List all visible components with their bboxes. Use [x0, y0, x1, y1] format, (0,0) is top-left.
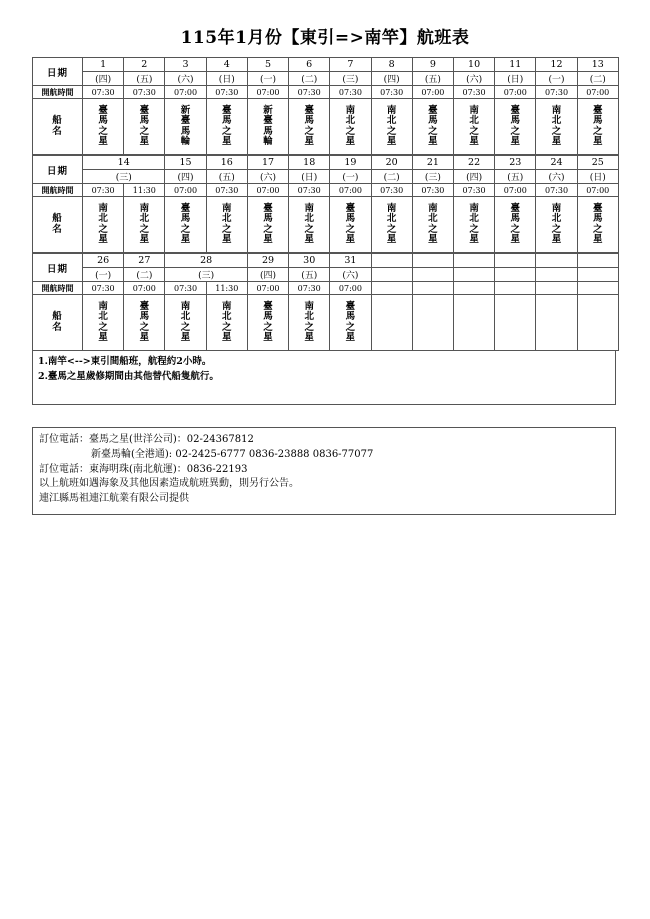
departure-time-cell: 07:00: [495, 184, 536, 197]
departure-time-cell: 07:30: [536, 86, 577, 99]
weekday-cell: (二): [577, 72, 618, 86]
contact-line-new-taima-ferry: 新臺馬輪(全港通): 02-2425-6777 0836-23888 0836-77077: [91, 448, 374, 460]
ship-name-label: 臺 馬 之 星: [263, 301, 273, 343]
empty-cell: [577, 268, 618, 282]
ship-name-label: 臺 馬 之 星: [180, 203, 191, 245]
weekday-cell: (五): [206, 170, 247, 184]
block-3: [32, 253, 619, 351]
ship-name-label: 南 北 之 星: [551, 105, 562, 147]
ship-name-label: 南 北 之 星: [386, 203, 397, 245]
departure-time-cell: 07:30: [330, 86, 371, 99]
empty-cell: [453, 295, 494, 351]
ship-name-label: 臺 馬 之 星: [592, 105, 603, 147]
notes-box: [32, 351, 616, 405]
ship-name-cell: [330, 295, 371, 351]
ship-name-cell: [495, 99, 536, 155]
row-header-date: 日期: [33, 254, 83, 282]
weekday-cell: (三): [412, 170, 453, 184]
ship-name-label: 南 北 之 星: [98, 203, 108, 245]
ship-name-label: 臺 馬 之 星: [345, 301, 356, 343]
ship-name-label: 臺 馬 之 星: [222, 105, 232, 147]
day-number-cell: 22: [453, 156, 494, 170]
weekday-cell: (六): [165, 72, 206, 86]
empty-cell: [536, 282, 577, 295]
departure-time-cell: 07:30: [289, 184, 330, 197]
ship-name-cell: [83, 295, 124, 351]
departure-time-cell: 07:30: [453, 86, 494, 99]
day-number-cell: 9: [412, 58, 453, 72]
weekday-cell: (三): [330, 72, 371, 86]
row-header-date: 日期: [33, 156, 83, 184]
spacer: [32, 405, 618, 427]
weekday-cell: (一): [247, 72, 288, 86]
weekday-cell: (一): [330, 170, 371, 184]
weekday-cell: (一): [83, 268, 124, 282]
departure-time-cell: 07:30: [289, 282, 330, 295]
day-number-cell: 12: [536, 58, 577, 72]
departure-time-cell: 07:00: [247, 184, 288, 197]
day-number-cell: 23: [495, 156, 536, 170]
ship-name-cell: [453, 197, 494, 253]
weekday-cell: (二): [371, 170, 412, 184]
ship-name-cell: [577, 197, 618, 253]
departure-time-cell: 07:30: [289, 86, 330, 99]
weekday-cell: (一): [536, 72, 577, 86]
ship-name-cell: [206, 99, 247, 155]
day-number-cell: 14: [83, 156, 165, 170]
ship-name-cell: [371, 99, 412, 155]
ship-name-cell: [453, 99, 494, 155]
weekday-cell: (日): [577, 170, 618, 184]
contact-line-taima-star: 訂位電話：臺馬之星(世洋公司)：02-24367812: [39, 434, 254, 445]
day-number-cell: 16: [206, 156, 247, 170]
day-number-cell: 10: [453, 58, 494, 72]
ship-name-label: 南 北 之 星: [139, 203, 150, 245]
day-number-cell: 25: [577, 156, 618, 170]
day-number-cell: 17: [247, 156, 288, 170]
departure-time-cell: 07:00: [330, 184, 371, 197]
empty-cell: [536, 254, 577, 268]
departure-time-cell: 11:30: [206, 282, 247, 295]
departure-time-cell: 07:30: [165, 282, 206, 295]
ship-name-label: 南 北 之 星: [180, 301, 191, 343]
day-number-cell: 7: [330, 58, 371, 72]
ship-name-cell: [412, 99, 453, 155]
day-number-cell: 18: [289, 156, 330, 170]
contact-line-notice: 以上航班如遇海象及其他因素造成航班異動，則另行公告。: [39, 478, 299, 490]
weekday-cell: (五): [124, 72, 165, 86]
day-number-cell: 13: [577, 58, 618, 72]
empty-cell: [453, 254, 494, 268]
ship-name-label: 南 北 之 星: [386, 105, 397, 147]
weekday-cell: (四): [247, 268, 288, 282]
contact-line-provider: 連江縣馬祖連江航業有限公司提供: [39, 493, 189, 505]
ship-name-cell: [206, 197, 247, 253]
departure-time-cell: 07:30: [83, 86, 124, 99]
day-number-cell: 8: [371, 58, 412, 72]
weekday-cell: (四): [453, 170, 494, 184]
ship-name-cell: [289, 295, 330, 351]
departure-time-cell: 07:00: [577, 184, 618, 197]
ship-name-label: 新 臺 馬 輪: [180, 105, 191, 147]
departure-time-cell: 07:00: [412, 86, 453, 99]
weekday-cell: (六): [536, 170, 577, 184]
day-number-cell: 11: [495, 58, 536, 72]
ship-name-cell: [289, 197, 330, 253]
row-header-ship-name: 船 名: [33, 99, 83, 155]
weekday-cell: (四): [371, 72, 412, 86]
ship-name-cell: [577, 99, 618, 155]
day-number-cell: 30: [289, 254, 330, 268]
day-number-cell: 20: [371, 156, 412, 170]
departure-time-cell: 07:30: [83, 184, 124, 197]
ship-name-label: 臺 馬 之 星: [98, 105, 108, 147]
ship-name-cell: [124, 99, 165, 155]
empty-cell: [536, 295, 577, 351]
ship-name-cell: [165, 99, 206, 155]
day-number-cell: 24: [536, 156, 577, 170]
ship-name-cell: [289, 99, 330, 155]
day-number-cell: 28: [165, 254, 247, 268]
empty-cell: [371, 295, 412, 351]
departure-time-cell: 07:00: [577, 86, 618, 99]
ship-name-label: 南 北 之 星: [345, 105, 356, 147]
empty-cell: [412, 282, 453, 295]
day-number-cell: 21: [412, 156, 453, 170]
ship-name-label: 南 北 之 星: [222, 301, 232, 343]
ship-name-cell: [536, 197, 577, 253]
ship-name-label: 南 北 之 星: [222, 203, 232, 245]
day-number-cell: 27: [124, 254, 165, 268]
row-header-ship-name: 船 名: [33, 197, 83, 253]
ship-name-label: 臺 馬 之 星: [428, 105, 438, 147]
block-2: [32, 155, 619, 253]
empty-cell: [412, 254, 453, 268]
day-number-cell: 1: [83, 58, 124, 72]
departure-time-cell: 07:30: [536, 184, 577, 197]
empty-cell: [495, 268, 536, 282]
departure-time-cell: 07:30: [206, 86, 247, 99]
weekday-cell: (六): [453, 72, 494, 86]
ship-name-label: 臺 馬 之 星: [510, 105, 521, 147]
ship-name-cell: [330, 99, 371, 155]
day-number-cell: 2: [124, 58, 165, 72]
departure-time-cell: 07:30: [453, 184, 494, 197]
ship-name-cell: [206, 295, 247, 351]
ship-name-label: 臺 馬 之 星: [592, 203, 603, 245]
weekday-cell: (六): [247, 170, 288, 184]
weekday-cell: (日): [495, 72, 536, 86]
departure-time-cell: 07:00: [495, 86, 536, 99]
empty-cell: [536, 268, 577, 282]
day-number-cell: 6: [289, 58, 330, 72]
weekday-cell: (日): [289, 170, 330, 184]
ship-name-label: 臺 馬 之 星: [263, 203, 273, 245]
empty-cell: [412, 268, 453, 282]
ship-name-cell: [83, 99, 124, 155]
departure-time-cell: 07:30: [371, 184, 412, 197]
weekday-cell: (三): [165, 268, 247, 282]
day-number-cell: 19: [330, 156, 371, 170]
departure-time-cell: 07:00: [247, 86, 288, 99]
ship-name-cell: [247, 99, 288, 155]
empty-cell: [495, 282, 536, 295]
ship-name-cell: [371, 197, 412, 253]
schedule-sheet: [32, 57, 618, 515]
ship-name-cell: [536, 99, 577, 155]
ship-name-cell: [124, 197, 165, 253]
weekday-cell: (四): [165, 170, 206, 184]
ship-name-label: 臺 馬 之 星: [304, 105, 314, 147]
empty-cell: [371, 254, 412, 268]
empty-cell: [495, 254, 536, 268]
departure-time-cell: 07:30: [124, 86, 165, 99]
ship-name-cell: [247, 295, 288, 351]
row-header-ship-name: 船 名: [33, 295, 83, 351]
ship-name-label: 臺 馬 之 星: [510, 203, 521, 245]
weekday-cell: (五): [289, 268, 330, 282]
note-line: 1.南竿<-->東引間船班，航程約2小時。: [38, 356, 212, 367]
ship-name-cell: [412, 197, 453, 253]
ship-name-cell: [165, 295, 206, 351]
ship-name-cell: [83, 197, 124, 253]
day-number-cell: 29: [247, 254, 288, 268]
weekday-cell: (五): [412, 72, 453, 86]
ship-name-label: 南 北 之 星: [304, 301, 314, 343]
departure-time-cell: 07:00: [165, 184, 206, 197]
ship-name-label: 臺 馬 之 星: [345, 203, 356, 245]
ship-name-label: 南 北 之 星: [428, 203, 438, 245]
departure-time-cell: 07:30: [371, 86, 412, 99]
empty-cell: [577, 254, 618, 268]
ship-name-label: 南 北 之 星: [98, 301, 108, 343]
empty-cell: [371, 282, 412, 295]
weekday-cell: (四): [83, 72, 124, 86]
ship-name-label: 南 北 之 星: [551, 203, 562, 245]
empty-cell: [577, 282, 618, 295]
weekday-cell: (六): [330, 268, 371, 282]
row-header-departure-time: 開航時間: [33, 282, 83, 295]
weekday-cell: (二): [289, 72, 330, 86]
departure-time-cell: 11:30: [124, 184, 165, 197]
contact-box: [32, 427, 616, 515]
block-1: [32, 57, 619, 155]
weekday-cell: (三): [83, 170, 165, 184]
weekday-cell: (二): [124, 268, 165, 282]
row-header-departure-time: 開航時間: [33, 86, 83, 99]
departure-time-cell: 07:00: [247, 282, 288, 295]
departure-time-cell: 07:00: [124, 282, 165, 295]
day-number-cell: 26: [83, 254, 124, 268]
weekday-cell: (日): [206, 72, 247, 86]
schedule-blocks: [32, 57, 618, 351]
ship-name-cell: [124, 295, 165, 351]
empty-cell: [495, 295, 536, 351]
empty-cell: [577, 295, 618, 351]
ship-name-label: 南 北 之 星: [469, 203, 479, 245]
day-number-cell: 3: [165, 58, 206, 72]
empty-cell: [453, 268, 494, 282]
departure-time-cell: 07:00: [165, 86, 206, 99]
departure-time-cell: 07:30: [206, 184, 247, 197]
weekday-cell: (五): [495, 170, 536, 184]
day-number-cell: 4: [206, 58, 247, 72]
day-number-cell: 5: [247, 58, 288, 72]
empty-cell: [453, 282, 494, 295]
departure-time-cell: 07:00: [330, 282, 371, 295]
ship-name-cell: [247, 197, 288, 253]
ship-name-label: 南 北 之 星: [469, 105, 479, 147]
empty-cell: [412, 295, 453, 351]
ship-name-label: 新 臺 馬 輪: [263, 105, 273, 147]
ship-name-label: 南 北 之 星: [304, 203, 314, 245]
contact-line-donghai-pearl: 訂位電話：東海明珠(南北航運)：0836-22193: [39, 463, 248, 475]
ship-name-cell: [495, 197, 536, 253]
ship-name-cell: [330, 197, 371, 253]
ship-name-label: 臺 馬 之 星: [139, 301, 150, 343]
departure-time-cell: 07:30: [83, 282, 124, 295]
page-title: 115年1月份【東引=>南竿】航班表: [180, 28, 470, 48]
note-line: 2.臺馬之星歲修期間由其他替代船隻航行。: [38, 370, 219, 382]
day-number-cell: 31: [330, 254, 371, 268]
empty-cell: [371, 268, 412, 282]
ship-name-cell: [165, 197, 206, 253]
ship-name-label: 臺 馬 之 星: [139, 105, 150, 147]
day-number-cell: 15: [165, 156, 206, 170]
row-header-departure-time: 開航時間: [33, 184, 83, 197]
departure-time-cell: 07:30: [412, 184, 453, 197]
row-header-date: 日期: [33, 58, 83, 86]
